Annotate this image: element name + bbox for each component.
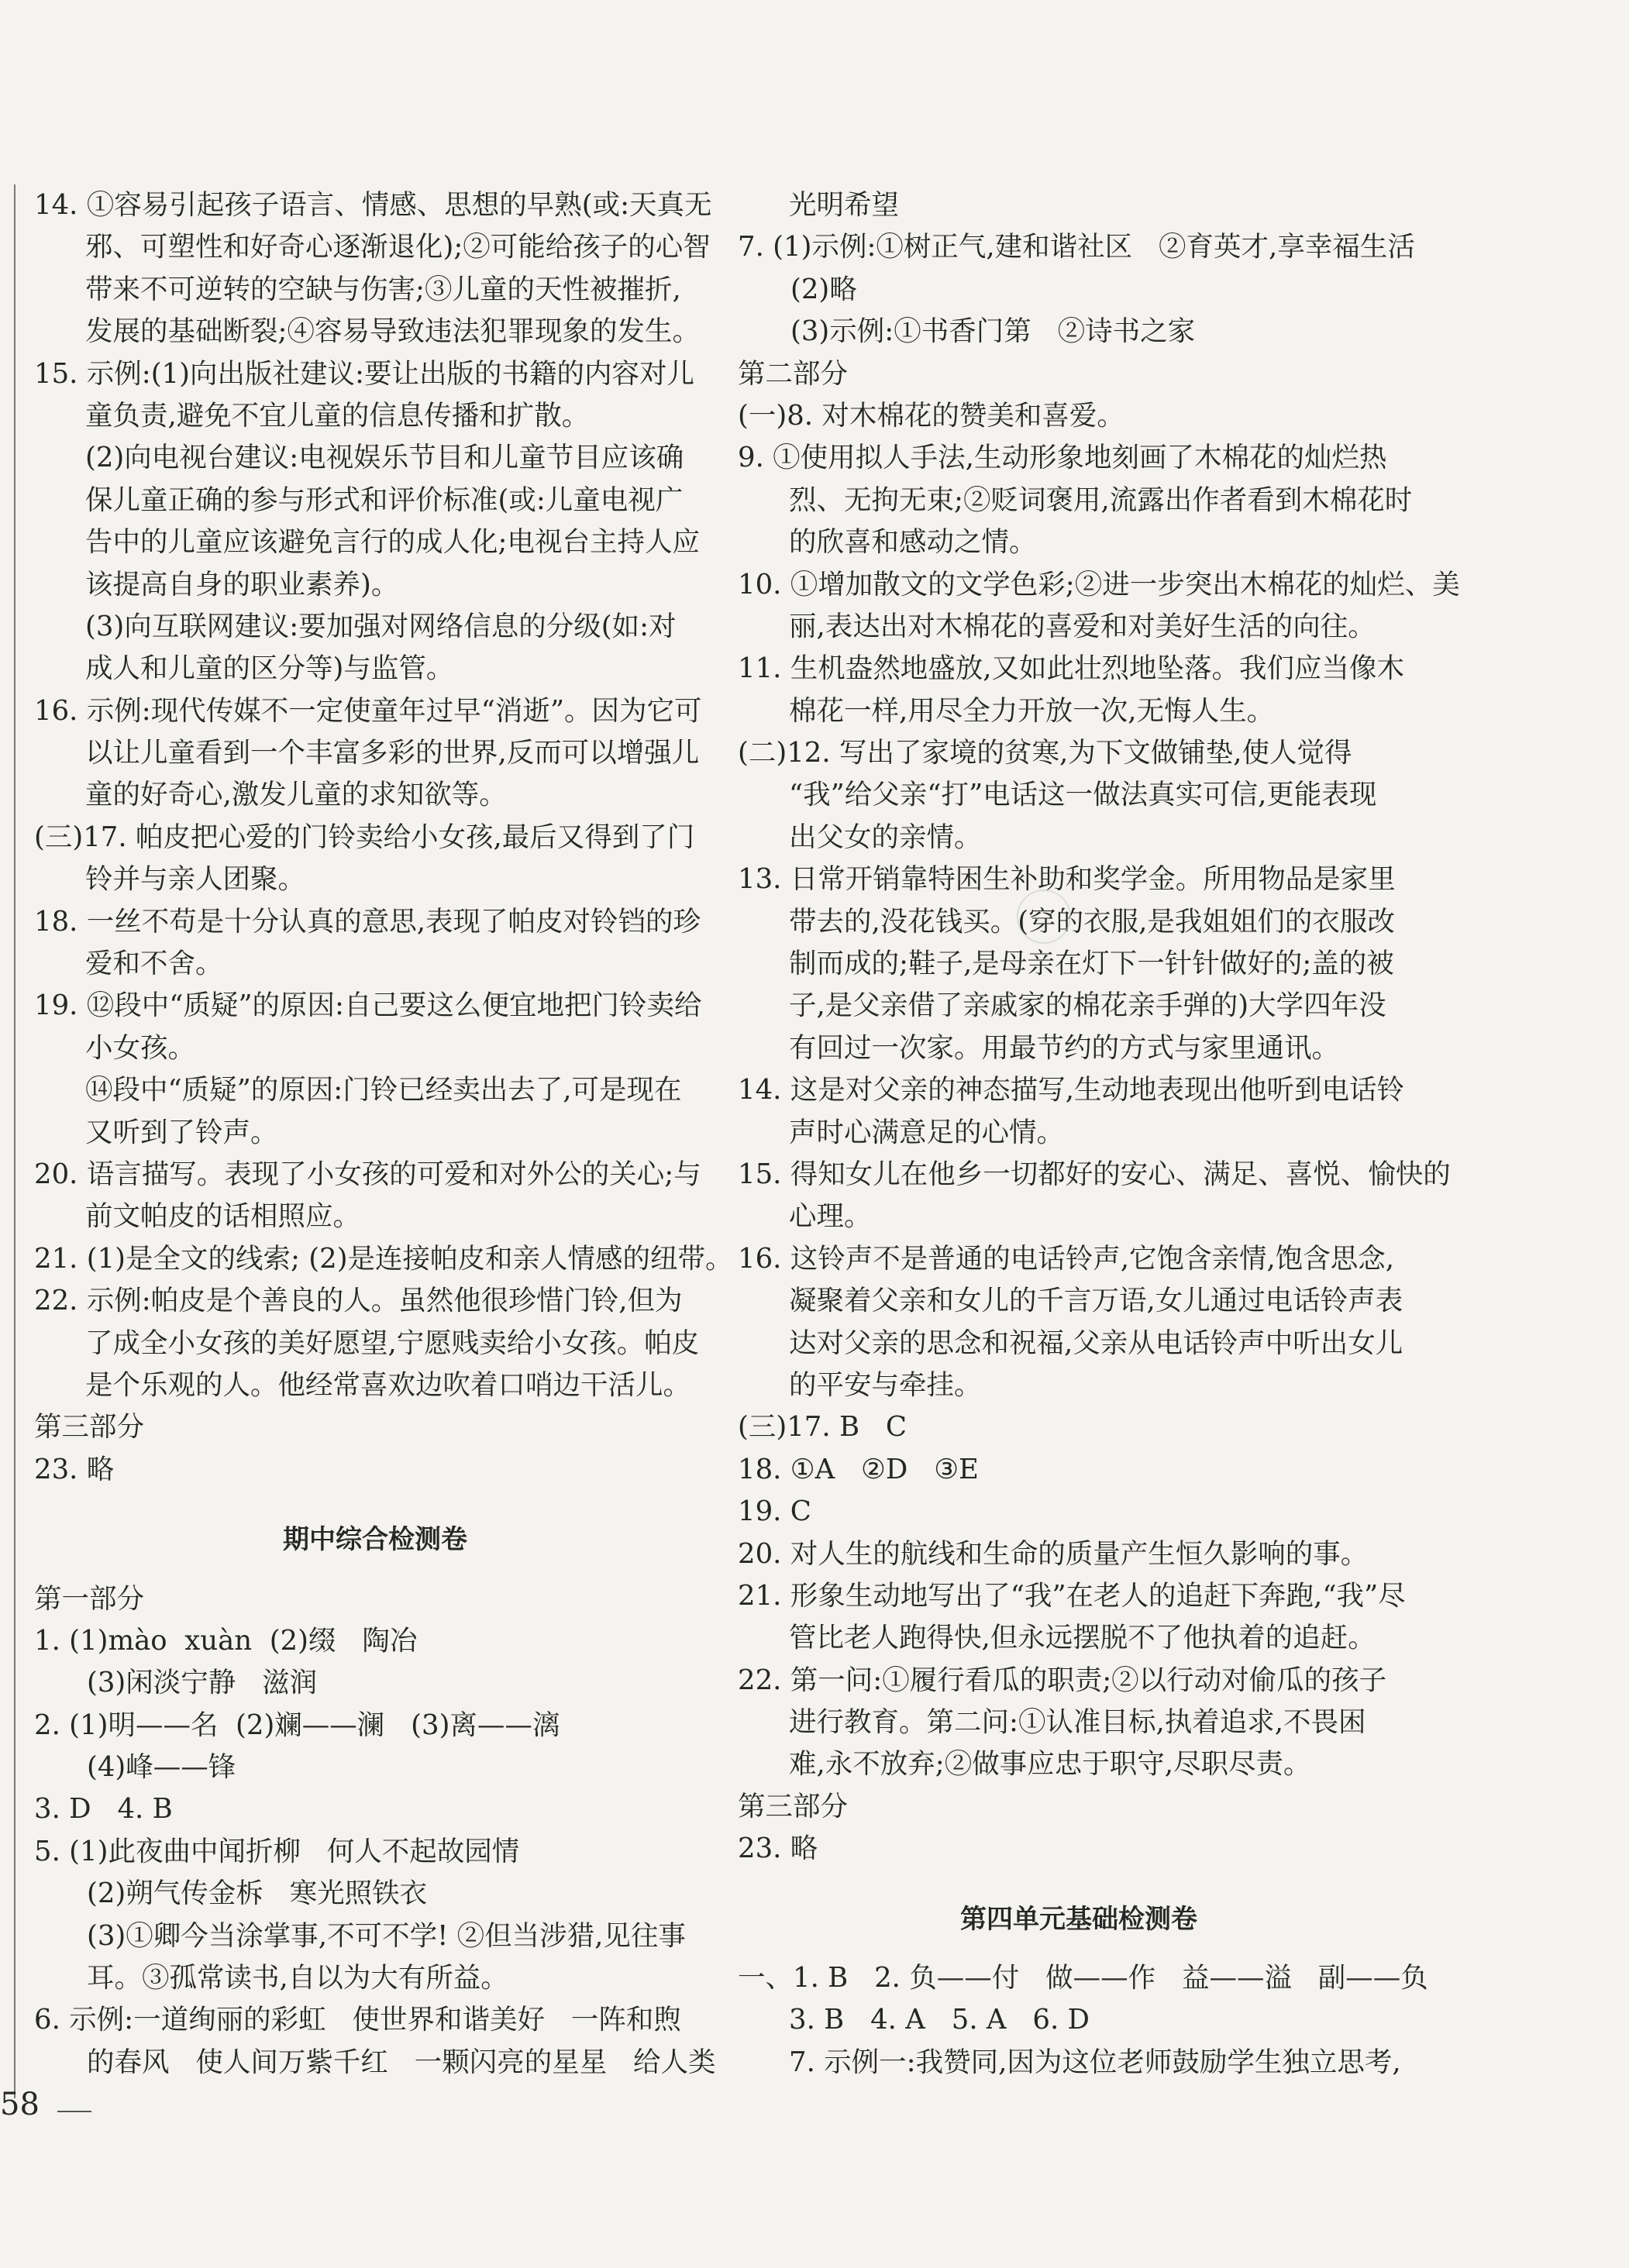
text-line: 邪、可塑性和好奇心逐渐退化);②可能给孩子的心智 — [85, 231, 711, 263]
text-line: ⑭段中“质疑”的原因:门铃已经卖出去了,可是现在 — [85, 1074, 682, 1106]
text-line: 保儿童正确的参与形式和评价标准(或:儿童电视广 — [85, 484, 684, 516]
text-line: 5. (1)此夜曲中闻折柳 何人不起故园情 — [34, 1835, 520, 1867]
text-line: 难,永不放弃;②做事应忠于职守,尽职尽责。 — [789, 1748, 1311, 1781]
text-line: 14. 这是对父亲的神态描写,生动地表现出他听到电话铃 — [738, 1074, 1405, 1106]
text-line: 13. 日常开销靠特困生补助和奖学金。所用物品是家里 — [738, 863, 1396, 896]
text-line: (二)12. 写出了家境的贫寒,为下文做铺垫,使人觉得 — [738, 737, 1352, 769]
text-line: 6. 示例:一道绚丽的彩虹 使世界和谐美好 一阵和煦 — [34, 2004, 681, 2036]
text-line: 第三部分 — [738, 1790, 849, 1822]
text-line: 20. 语言描写。表现了小女孩的可爱和对外公的关心;与 — [34, 1158, 701, 1190]
text-line: 管比老人跑得快,但永远摆脱不了他执着的追赶。 — [789, 1622, 1376, 1654]
text-line: 制而成的;鞋子,是母亲在灯下一针针做好的;盖的被 — [789, 948, 1394, 980]
text-line: 的平安与牵挂。 — [789, 1368, 982, 1401]
text-line: 21. (1)是全文的线索; (2)是连接帕皮和亲人情感的纽带。 — [34, 1242, 733, 1275]
text-line: 是个乐观的人。他经常喜欢边吹着口哨边干活儿。 — [85, 1368, 691, 1401]
text-line: 9. ①使用拟人手法,生动形象地刻画了木棉花的灿烂热 — [738, 442, 1387, 474]
left-column — [34, 184, 733, 2084]
text-line: 23. 略 — [738, 1833, 818, 1865]
text-line: 告中的儿童应该避免言行的成人化;电视台主持人应 — [85, 526, 700, 559]
text-line: (2)向电视台建议:电视娱乐节目和儿童节目应该确 — [85, 442, 684, 474]
text-line: 一、1. B 2. 负——付 做——作 益——溢 副——负 — [738, 1962, 1428, 1994]
text-line: 小女孩。 — [85, 1031, 196, 1064]
faint-stamp — [1017, 890, 1071, 944]
text-line: (三)17. 帕皮把心爱的门铃卖给小女孩,最后又得到了门 — [34, 821, 695, 853]
text-line: 14. ①容易引起孩子语言、情感、思想的早熟(或:天真无 — [34, 189, 712, 221]
text-line: 声时心满意足的心情。 — [789, 1116, 1065, 1148]
page-number-dash — [57, 2111, 91, 2112]
text-line: 前文帕皮的话相照应。 — [85, 1200, 361, 1233]
right-column — [738, 184, 1460, 2084]
text-line: 16. 这铃声不是普通的电话铃声,它饱含亲情,饱含思念, — [738, 1242, 1395, 1275]
text-line: 第三部分 — [34, 1411, 145, 1444]
text-line: 铃并与亲人团聚。 — [85, 863, 306, 896]
text-line: 23. 略 — [34, 1453, 115, 1485]
text-line: 了成全小女孩的美好愿望,宁愿贱卖给小女孩。帕皮 — [85, 1327, 700, 1359]
text-line: 10. ①增加散文的文学色彩;②进一步突出木棉花的灿烂、美 — [738, 568, 1460, 601]
text-line: 19. ⑫段中“质疑”的原因:自己要这么便宜地把门铃卖给 — [34, 989, 702, 1022]
text-line: 21. 形象生动地写出了“我”在老人的追赶下奔跑,“我”尽 — [738, 1579, 1406, 1612]
text-line: 20. 对人生的航线和生命的质量产生恒久影响的事。 — [738, 1537, 1369, 1570]
spacer — [738, 1870, 1420, 1898]
text-line: 7. 示例一:我赞同,因为这位老师鼓励学生独立思考, — [789, 2046, 1401, 2078]
text-line: 带来不可逆转的空缺与伤害;③儿童的天性被摧折, — [85, 273, 681, 305]
text-line: 19. C — [738, 1495, 811, 1528]
spacer — [34, 1491, 716, 1519]
text-line: (3)示例:①书香门第 ②诗书之家 — [790, 315, 1196, 348]
text-line: (2)朔气传金柝 寒光照铁衣 — [87, 1877, 428, 1910]
text-line: 3. B 4. A 5. A 6. D — [789, 2004, 1090, 2036]
text-line: 烈、无拘无束;②贬词褒用,流露出作者看到木棉花时 — [789, 484, 1413, 516]
text-line: 成人和儿童的区分等)与监管。 — [85, 652, 454, 685]
text-line: 18. ①A ②D ③E — [738, 1453, 979, 1485]
text-line: 22. 第一问:①履行看瓜的职责;②以行动对偷瓜的孩子 — [738, 1664, 1387, 1696]
text-line: 又听到了铃声。 — [85, 1116, 278, 1148]
text-line: 第一部分 — [34, 1582, 145, 1615]
text-line: 该提高自身的职业素养)。 — [85, 568, 399, 601]
text-line: 3. D 4. B — [34, 1793, 173, 1826]
page-number: 58 — [0, 2087, 40, 2122]
text-line: 凝聚着父亲和女儿的千言万语,女儿通过电话铃声表 — [789, 1285, 1403, 1317]
text-line: (4)峰——锋 — [87, 1751, 236, 1784]
text-line: 心理。 — [789, 1200, 872, 1233]
text-line: 1. (1)mào xuàn (2)缀 陶冶 — [34, 1624, 418, 1657]
text-line: 带去的,没花钱买。(穿的衣服,是我姐姐们的衣服改 — [789, 905, 1395, 938]
spacer — [738, 1940, 1420, 1957]
text-line: 16. 示例:现代传媒不一定使童年过早“消逝”。因为它可 — [34, 694, 702, 727]
text-line: 棉花一样,用尽全力开放一次,无悔人生。 — [789, 694, 1275, 727]
text-line: 出父女的亲情。 — [789, 821, 982, 853]
text-line: 童负责,避免不宜儿童的信息传播和扩散。 — [85, 399, 590, 432]
text-line: 耳。③孤常读书,自以为大有所益。 — [87, 1962, 508, 1994]
text-line: 进行教育。第二问:①认准目标,执着追求,不畏困 — [789, 1706, 1366, 1739]
section-heading: 期中综合检测卷 — [283, 1524, 467, 1556]
text-line: (三)17. B C — [738, 1411, 907, 1444]
text-line: 11. 生机盎然地盛放,又如此壮烈地坠落。我们应当像木 — [738, 652, 1405, 685]
text-line: 15. 示例:(1)向出版社建议:要让出版的书籍的内容对儿 — [34, 357, 694, 390]
text-line: 达对父亲的思念和祝福,父亲从电话铃声中听出女儿 — [789, 1327, 1403, 1359]
text-line: 15. 得知女儿在他乡一切都好的安心、满足、喜悦、愉快的 — [738, 1158, 1451, 1190]
text-line: 的春风 使人间万紫千红 一颗闪亮的星星 给人类 — [87, 2046, 716, 2078]
text-line: (2)略 — [790, 273, 857, 305]
text-line: 子,是父亲借了亲戚家的棉花亲手弹的)大学四年没 — [789, 989, 1386, 1022]
text-line: 丽,表达出对木棉花的喜爱和对美好生活的向往。 — [789, 610, 1376, 642]
section-heading: 第四单元基础检测卷 — [960, 1903, 1197, 1935]
text-line: 第二部分 — [738, 357, 849, 390]
text-line: 以让儿童看到一个丰富多彩的世界,反而可以增强儿 — [85, 737, 700, 769]
text-line: 发展的基础断裂;④容易导致违法犯罪现象的发生。 — [85, 315, 700, 348]
text-line: (3)①卿今当涂掌事,不可不学! ②但当涉猎,见往事 — [87, 1919, 686, 1952]
text-line: 2. (1)明——名 (2)斓——澜 (3)离——漓 — [34, 1709, 560, 1741]
text-line: 有回过一次家。用最节约的方式与家里通讯。 — [789, 1031, 1340, 1064]
text-line: (3)向互联网建议:要加强对网络信息的分级(如:对 — [85, 610, 677, 642]
text-line: 童的好奇心,激发儿童的求知欲等。 — [85, 779, 507, 811]
column-rule — [14, 184, 15, 2098]
text-line: 22. 示例:帕皮是个善良的人。虽然他很珍惜门铃,但为 — [34, 1285, 683, 1317]
text-line: 18. 一丝不苟是十分认真的意思,表现了帕皮对铃铛的珍 — [34, 905, 701, 938]
text-line: 爱和不舍。 — [85, 948, 223, 980]
text-line: (3)闲淡宁静 滋润 — [87, 1667, 318, 1699]
text-line: “我”给父亲“打”电话这一做法真实可信,更能表现 — [789, 779, 1377, 811]
text-line: 光明希望 — [789, 189, 900, 221]
text-line: 的欣喜和感动之情。 — [789, 526, 1037, 559]
spacer — [34, 1561, 716, 1578]
text-line: 7. (1)示例:①树正气,建和谐社区 ②育英才,享幸福生活 — [738, 231, 1415, 263]
text-line: (一)8. 对木棉花的赞美和喜爱。 — [738, 399, 1124, 432]
